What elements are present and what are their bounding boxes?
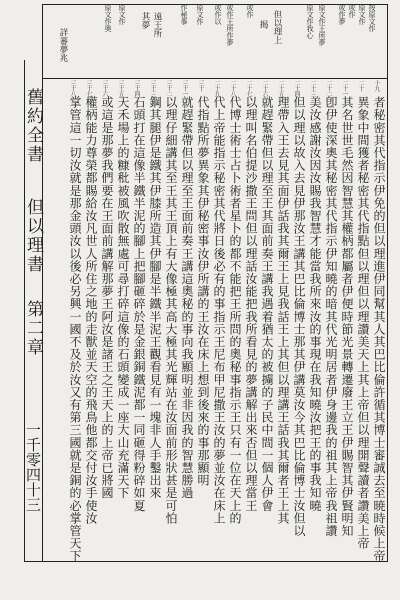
verse-number: 二十八 [229, 80, 236, 97]
text-column: 就趕緊帶但以理至王面前奏王講這奧秘的事向我顯明並非因我的智慧勝過 [180, 96, 194, 500]
annotation-text: 揭 [258, 20, 268, 29]
text-column: 掌管這一切汝就是那金頭汝以後必另興一國不及於汝又有第三國就是銅的必掌管天下 [68, 96, 82, 563]
annotation-divider [42, 78, 387, 79]
verse-number: 三十 [197, 80, 204, 91]
verse-number: 二十 [357, 80, 364, 91]
verse-number: 二十三 [309, 80, 316, 97]
verse-number: 三十三 [149, 80, 156, 97]
verse-number: 三十六 [101, 80, 108, 97]
book-name: 但以理書 [23, 198, 43, 274]
right-border [387, 4, 388, 562]
annotation-note [368, 4, 376, 32]
annotation-text: 其夢 [140, 12, 150, 29]
page-number: 一千零四十三 [24, 422, 42, 512]
verse-number: 二十二 [325, 80, 332, 97]
annotation-text: 或作夢 [338, 4, 346, 25]
annotation-note [152, 12, 162, 38]
annotation-note [348, 4, 356, 18]
annotation-text: 或作 [348, 4, 356, 18]
chapter-label: 第二章 [23, 300, 43, 357]
text-column: 權柄能力尊榮都賜給汝凡世人所住之地的走獸並天空的飛鳥他都交付汝手使汝 [84, 96, 98, 525]
annotation-note [272, 10, 282, 44]
annotation-text: 原文作 [358, 4, 366, 25]
verse-number: 三十八 [69, 80, 76, 97]
annotation-note [338, 4, 346, 25]
annotation-text: 原文作我心 [306, 4, 314, 39]
annotation-note [318, 4, 326, 46]
text-column: 但以理以故入去見伊那汝王講其巴比倫博士那其伊講莫汝今其巴比倫博士汝但以 [292, 96, 306, 537]
text-column: 以理叫名伯提沙撒王問但以理話汝能把我所看見的夢講解出來否但以理當王 [244, 96, 258, 512]
text-column: 以理仔細講其至王其王頂上有大像極其高大極其光輝站在汝面前形狀甚是可怕 [164, 96, 178, 525]
annotation-note [214, 4, 222, 25]
annotation-note [358, 4, 366, 25]
verse-number: 三十四 [133, 80, 140, 97]
text-column: 石頭打在這像半鐵半泥的腳上把腳砸碎於是金銀銅鐵泥都一同砸得粉碎如夏 [132, 96, 146, 512]
annotation-note [246, 4, 254, 18]
text-column: 或這是那夢我們要在王面前講解那夢王阿汝是諸王之王天上的上帝已將國 [100, 96, 114, 500]
verse-number: 二十七 [245, 80, 252, 97]
annotation-text: 按原文作 [368, 4, 376, 32]
verse-number: 三十七 [85, 80, 92, 97]
text-column: 美汝感謝汝因汝賜我智慧才能當我所來汝的事現在我知曉汝把王的事我知曉 [308, 96, 322, 512]
annotation-note [118, 4, 126, 25]
annotation-text: 或作以 [214, 4, 222, 25]
verse-number: 十九 [373, 80, 380, 91]
verse-number: 二十五 [277, 80, 284, 97]
annotation-note [180, 4, 188, 25]
text-column: 卽伊使深奧其秘密其代指示伊知曉的暗其代光明居者伊身邊我的祖其上帝我祖讚 [324, 96, 338, 537]
annotation-text: 但以理上 [272, 10, 282, 44]
text-column: 其名世世毛然因智慧其權柄都屬者伊便時節光景轉遷廢王立王伊賜智其伊賢明知 [340, 96, 354, 537]
verse-number: 三十一 [181, 80, 188, 97]
verse-number: 二十六 [261, 80, 268, 97]
annotation-note [196, 4, 204, 25]
annotation-text: 遠王所 [152, 12, 162, 38]
annotation-note [306, 4, 314, 39]
annotation-note [104, 4, 112, 32]
annotation-text: 原文作奥 [104, 4, 112, 32]
text-column: 理帶入王去見其面伊話我其爾王上見我話王上其但以理講王話我其爾者王上其 [276, 96, 290, 525]
annotation-text: 或作王所作夢 [226, 4, 234, 46]
text-column: 異象中間獲者秘密其代指點但以理但以理讚美天上其上帝但以理開聲讀者讚美上帝 [356, 96, 370, 550]
verse-number: 二十四 [293, 80, 300, 97]
annotation-text: 作秘事 [180, 4, 188, 25]
verse-number: 三十二 [165, 80, 172, 97]
text-column: 代博士術士占卜術者星卜的都不能把王所問的奧秘事指示王只有一位在天上的 [228, 96, 242, 525]
annotation-text: 原文作王所夢 [318, 4, 326, 46]
annotation-text: 原文作 [196, 4, 204, 25]
annotation-note [258, 20, 268, 29]
annotation-text: 詳審夢兆 [58, 28, 68, 62]
book-title: 舊約全書 [23, 88, 43, 164]
text-column: 天禾場上的糠秕被風吹散無處可尋打碎這像的石頭變成一座大山充滿天下 [116, 96, 130, 500]
verse-number: 二十一 [341, 80, 348, 97]
text-column: 代上帝能指示秘密其代將日後必有的事指示王尼布甲尼撒王汝的夢並汝在床上 [212, 96, 226, 525]
text-column: 者秘密其代指示伊免的但以理進伊同幫其人其巴比倫許循其博士審誠去至暁時候上帝 [372, 96, 386, 563]
verse-number: 二十九 [213, 80, 220, 97]
annotation-note [58, 28, 68, 62]
verse-number: 三十五 [117, 80, 124, 97]
text-column: 就趕緊帶但以理至王其面前奏王講我遇着猶太的被擄的子民中間一個人伊會 [260, 96, 274, 512]
annotation-text: 或作 [246, 4, 254, 18]
annotation-note [140, 12, 150, 29]
text-column: 代指點所夢異象其伊秘密事汝伊所講的王汝在床上想到後來的事那顯明 [196, 96, 210, 487]
annotation-text: 原文作 [118, 4, 126, 25]
text-column: 鋼其腿伊是鐵其伊膝所造其伊腳是半鐵半泥王觀看見有一塊非人手鑿出來 [148, 96, 162, 500]
annotation-note [226, 4, 234, 46]
